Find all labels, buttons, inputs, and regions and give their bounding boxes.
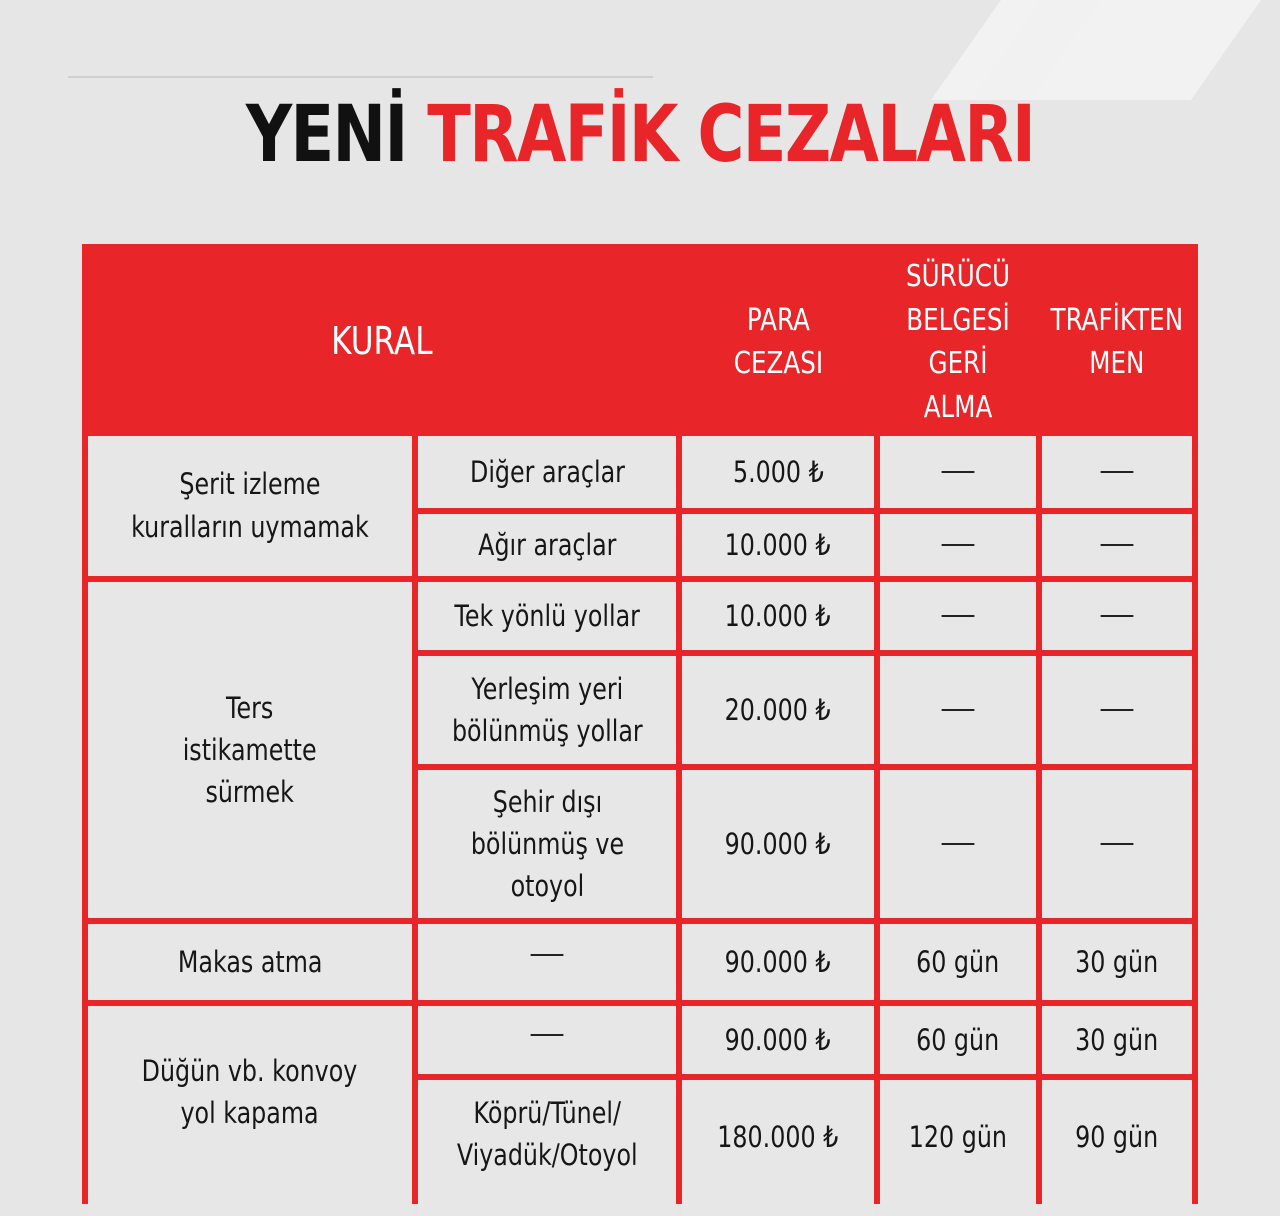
license-cell xyxy=(880,770,1036,918)
group-lane: Şerit izleme kuralların uymamak xyxy=(88,436,412,576)
fine-cell: 20.000 ₺ xyxy=(682,656,874,764)
table-row-sub: Yerleşim yeri bölünmüş yollar xyxy=(418,656,676,764)
fine-cell: 10.000 ₺ xyxy=(682,582,874,650)
group-convoy: Düğün vb. konvoy yol kapama xyxy=(88,1006,412,1216)
fines-table xyxy=(82,244,1198,1204)
license-cell: 60 gün xyxy=(880,924,1036,1000)
header-ban: TRAFİKTEN MEN xyxy=(1050,302,1184,381)
license-cell: 60 gün xyxy=(880,1006,1036,1074)
dash xyxy=(531,954,564,956)
fine-cell: 180.000 ₺ xyxy=(682,1080,874,1216)
group-wrong-way: Ters istikamette sürmek xyxy=(88,582,412,918)
header-license: SÜRÜCÜ BELGESİ GERİ ALMA xyxy=(906,259,1010,425)
divider xyxy=(68,76,653,78)
fine-cell: 90.000 ₺ xyxy=(682,770,874,918)
dash xyxy=(942,471,975,473)
dash xyxy=(942,709,975,711)
dash xyxy=(1101,843,1134,845)
license-cell xyxy=(880,436,1036,508)
table-row-sub xyxy=(418,924,676,1000)
fine-cell: 5.000 ₺ xyxy=(682,436,874,508)
dash xyxy=(942,843,975,845)
header-fine: PARA CEZASI xyxy=(733,302,823,381)
header-rule: KURAL xyxy=(331,319,433,364)
license-cell: 120 gün xyxy=(880,1080,1036,1216)
license-cell xyxy=(880,514,1036,576)
dash xyxy=(531,1034,564,1036)
dash xyxy=(942,615,975,617)
fine-cell: 90.000 ₺ xyxy=(682,924,874,1000)
license-cell xyxy=(880,656,1036,764)
fine-cell: 10.000 ₺ xyxy=(682,514,874,576)
ban-cell: 90 gün xyxy=(1042,1080,1192,1216)
ban-cell: 30 gün xyxy=(1042,1006,1192,1074)
table-row-sub: Ağır araçlar xyxy=(418,514,676,576)
ban-cell xyxy=(1042,514,1192,576)
ban-cell: 30 gün xyxy=(1042,924,1192,1000)
background-decoration xyxy=(931,0,1280,100)
table-row-sub: Diğer araçlar xyxy=(418,436,676,508)
title-part-black: YENİ xyxy=(245,90,407,180)
dash xyxy=(1101,615,1134,617)
dash xyxy=(1101,544,1134,546)
ban-cell xyxy=(1042,582,1192,650)
table-row-sub: Köprü/Tünel/ Viyadük/Otoyol xyxy=(418,1080,676,1216)
dash xyxy=(1101,471,1134,473)
table-row-sub xyxy=(418,1006,676,1074)
table-row-sub: Şehir dışı bölünmüş ve otoyol xyxy=(418,770,676,918)
ban-cell xyxy=(1042,656,1192,764)
title-part-red: TRAFİK CEZALARI xyxy=(427,90,1035,180)
fine-cell: 90.000 ₺ xyxy=(682,1006,874,1074)
dash xyxy=(1101,709,1134,711)
ban-cell xyxy=(1042,770,1192,918)
page-title xyxy=(115,90,1165,180)
group-weaving: Makas atma xyxy=(88,924,412,1000)
license-cell xyxy=(880,582,1036,650)
ban-cell xyxy=(1042,436,1192,508)
dash xyxy=(942,544,975,546)
table-row-sub: Tek yönlü yollar xyxy=(418,582,676,650)
